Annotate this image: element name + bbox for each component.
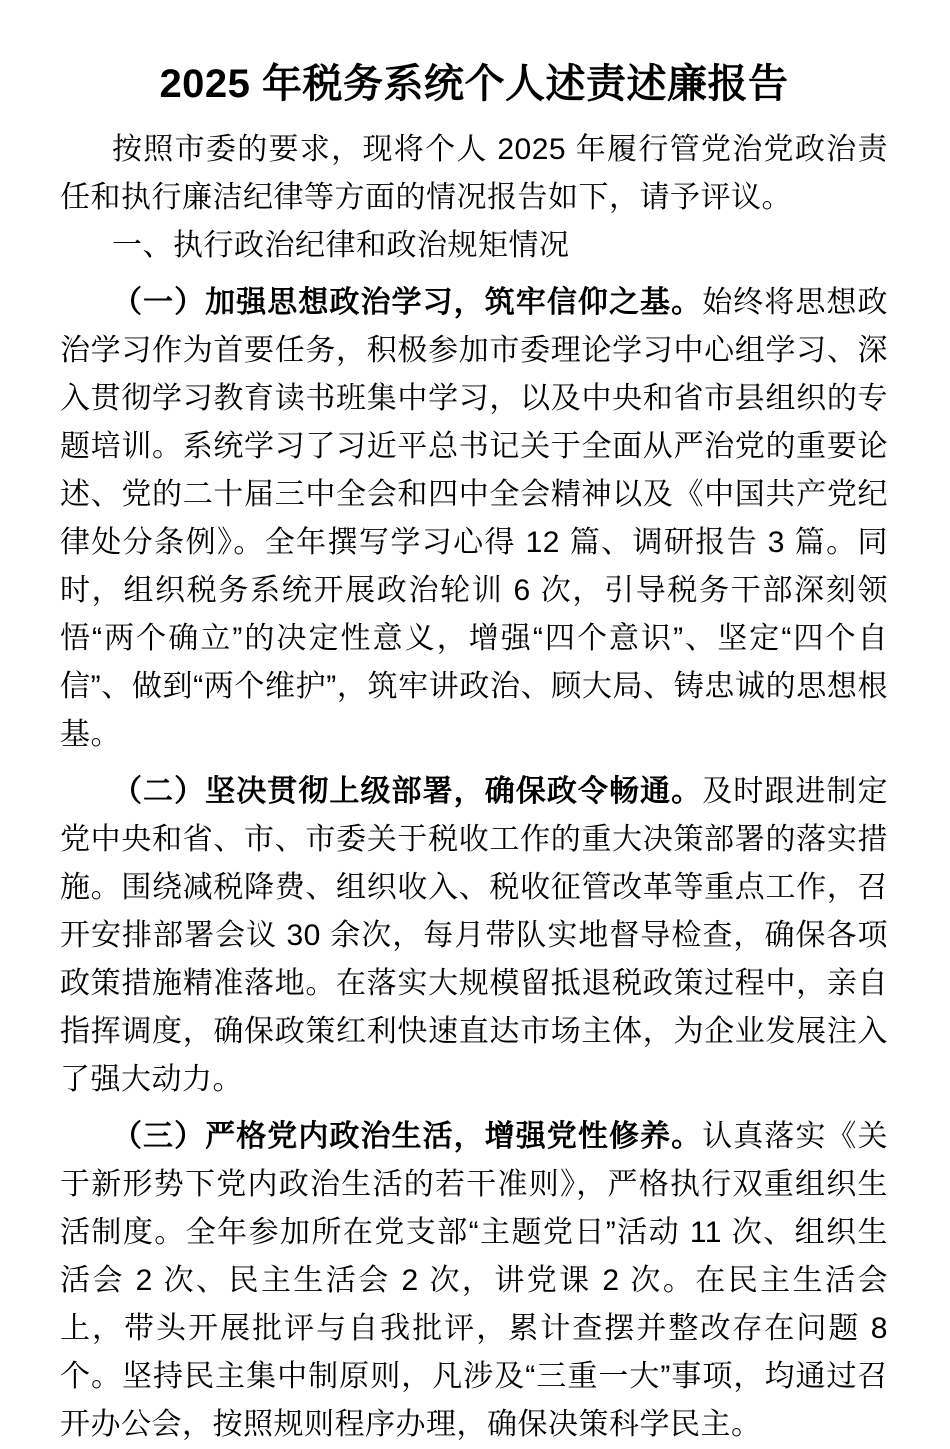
text-run: 按照市委的要求，现将个人 2025 年履行管党治党政治责任和执行廉洁纪律等方面的情况报告如下，请予评议。 [60, 133, 888, 214]
bold-lead-run: （三）严格党内政治生活，增强党性修养。 [112, 1120, 703, 1153]
text-run: 始终将思想政治学习作为首要任务，积极参加市委理论学习中心组学习、深入贯彻学习教育读书班集中学习，以及中央和省市县组织的专题培训。系统学习了习近平总书记关于全面从严治党的重要论述、党的二十届三中全会和四中全会精神以及《中国共产党纪律处分条例》。全年撰写学习心得 12 篇、调研报告 3 篇。同时，组织税务系统开展政治轮训 6 次，引导税务干部深刻领悟“两个确立”的决定性意义，增强“四个意识”、坚定“四个自信”、做到“两个维护”，筑牢讲政治、顾大局、铸忠诚的思想根基。 [60, 286, 888, 751]
text-run: 一、执行政治纪律和政治规矩情况 [112, 229, 570, 262]
paragraph [60, 279, 888, 759]
paragraph [60, 1113, 888, 1449]
document-title: 2025 年税务系统个人述责述廉报告 [159, 62, 789, 106]
section-heading [60, 222, 888, 270]
text-run: 及时跟进制定党中央和省、市、市委关于税收工作的重大决策部署的落实措施。围绕减税降费、组织收入、税收征管改革等重点工作，召开安排部署会议 30 余次，每月带队实地督导检查，确保各项政策措施精准落地。在落实大规模留抵退税政策过程中，亲自指挥调度，确保政策红利快速直达市场主体，为企业发展注入了强大动力。 [60, 775, 888, 1096]
bold-lead-run: （一）加强思想政治学习，筑牢信仰之基。 [112, 286, 703, 319]
document-body [60, 126, 888, 1449]
paragraph [60, 768, 888, 1104]
text-run: 认真落实《关于新形势下党内政治生活的若干准则》，严格执行双重组织生活制度。全年参加所在党支部“主题党日”活动 11 次、组织生活会 2 次、民主生活会 2 次，讲党课 2 次。在民主生活会上，带头开展批评与自我批评，累计查摆并整改存在问题 8 个。坚持民主集中制原则，凡涉及“三重一大”事项，均通过召开办公会，按照规则程序办理，确保决策科学民主。 [60, 1120, 888, 1441]
paragraph [60, 126, 888, 222]
bold-lead-run: （二）坚决贯彻上级部署，确保政令畅通。 [112, 775, 703, 808]
